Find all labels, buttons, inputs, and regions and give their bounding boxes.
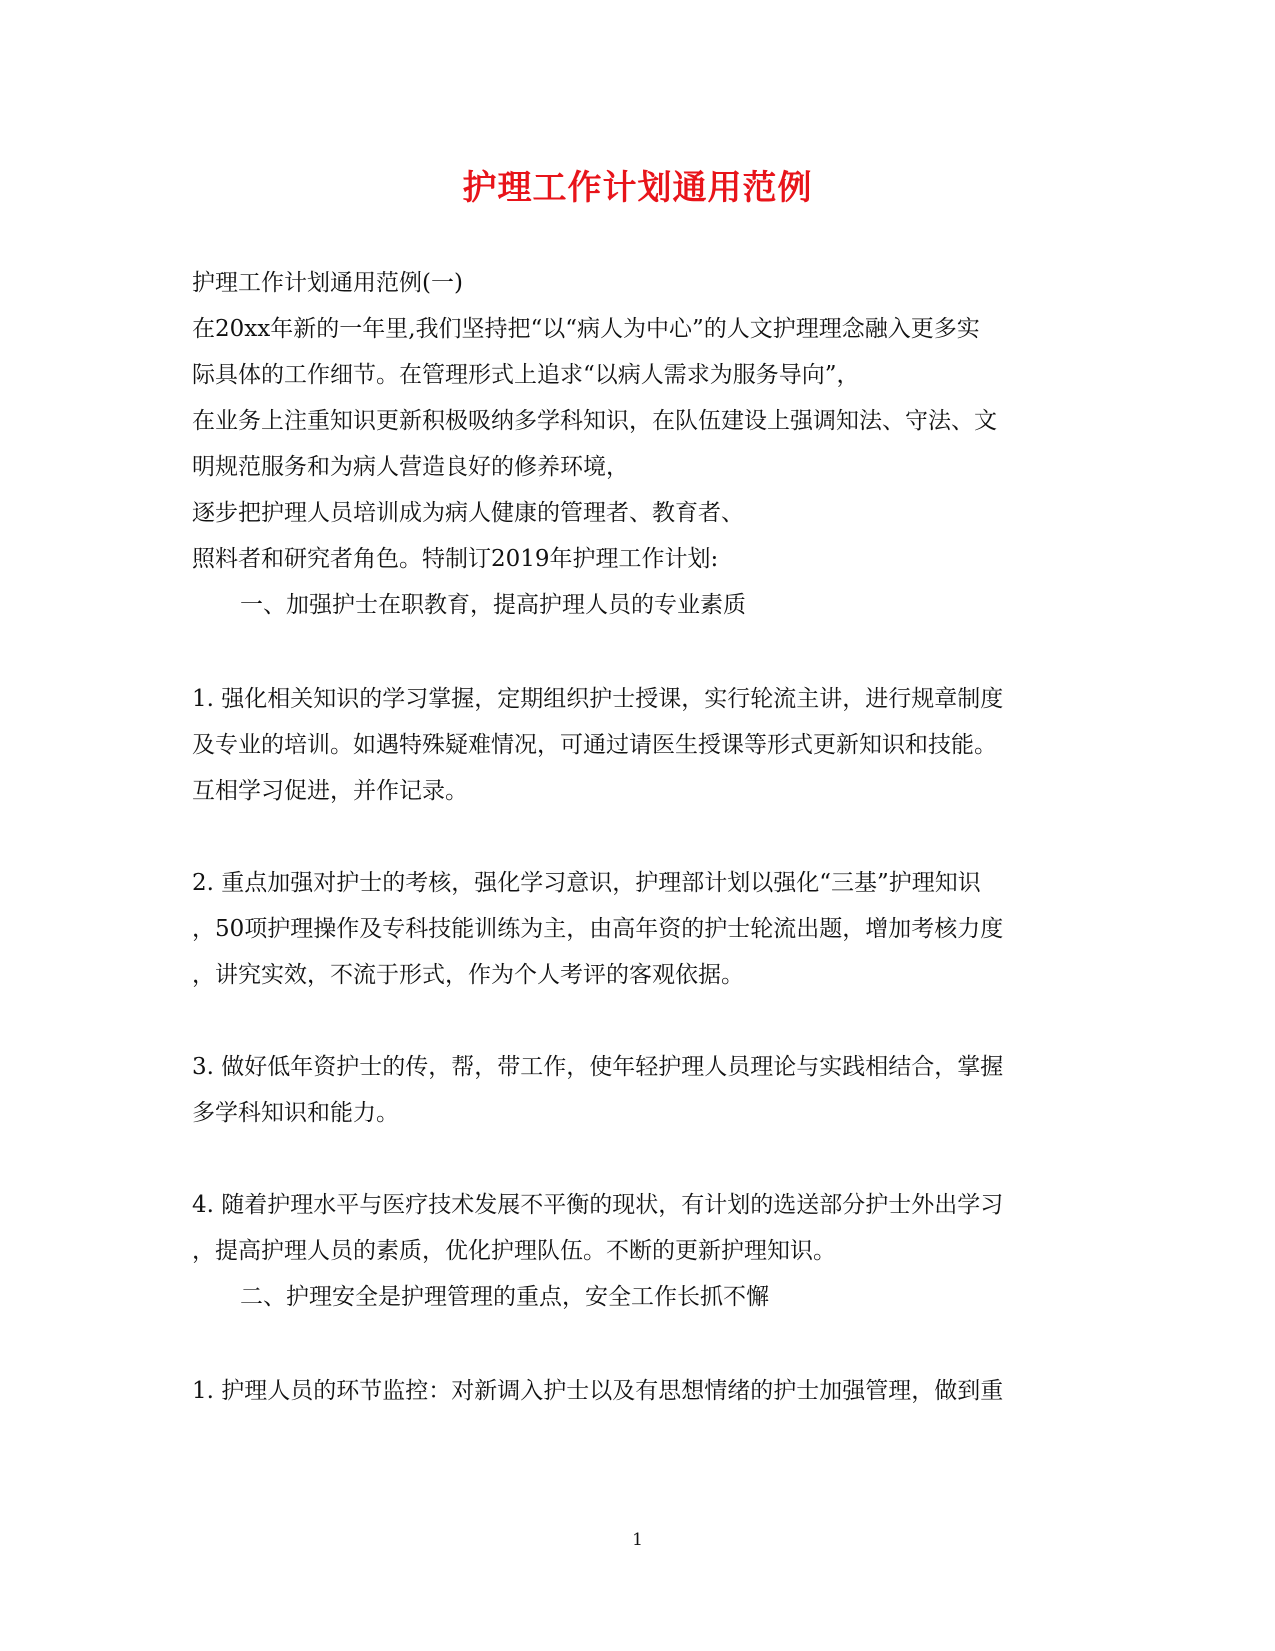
text-line: 明规范服务和为病人营造良好的修养环境， bbox=[192, 454, 629, 480]
text-line: 多学科知识和能力。 bbox=[192, 1100, 399, 1126]
text-line: 互相学习促进，并作记录。 bbox=[192, 778, 468, 804]
text-line: ，50项护理操作及专科技能训练为主，由高年资的护士轮流出题，增加考核力度 bbox=[192, 916, 1004, 942]
text-line: 在业务上注重知识更新积极吸纳多学科知识，在队伍建设上强调知法、守法、文 bbox=[192, 408, 997, 434]
text-line: 1. 强化相关知识的学习掌握，定期组织护士授课，实行轮流主讲，进行规章制度 bbox=[192, 686, 1004, 712]
text-line: 在20xx年新的一年里,我们坚持把“以“病人为中心”的人文护理理念融入更多实 bbox=[192, 316, 980, 342]
text-line: 2. 重点加强对护士的考核，强化学习意识，护理部计划以强化“三基”护理知识 bbox=[192, 870, 981, 896]
text-line: 际具体的工作细节。在管理形式上追求“以病人需求为服务导向”， bbox=[192, 362, 860, 388]
text-line: 3. 做好低年资护士的传，帮，带工作，使年轻护理人员理论与实践相结合，掌握 bbox=[192, 1054, 1004, 1080]
section-heading: 一、加强护士在职教育，提高护理人员的专业素质 bbox=[240, 592, 746, 618]
text-line: 4. 随着护理水平与医疗技术发展不平衡的现状，有计划的选送部分护士外出学习 bbox=[192, 1192, 1004, 1218]
text-line: ，讲究实效，不流于形式，作为个人考评的客观依据。 bbox=[192, 962, 744, 988]
document-title: 护理工作计划通用范例 bbox=[462, 168, 813, 208]
text-line: 逐步把护理人员培训成为病人健康的管理者、教育者、 bbox=[192, 500, 744, 526]
text-line: ，提高护理人员的素质，优化护理队伍。不断的更新护理知识。 bbox=[192, 1238, 836, 1264]
text-line: 照料者和研究者角色。特制订2019年护理工作计划: bbox=[192, 546, 719, 572]
text-line: 及专业的培训。如遇特殊疑难情况，可通过请医生授课等形式更新知识和技能。 bbox=[192, 732, 997, 758]
section-heading: 二、护理安全是护理管理的重点，安全工作长抓不懈 bbox=[240, 1284, 769, 1310]
page-number: 1 bbox=[632, 1530, 643, 1550]
subtitle-line: 护理工作计划通用范例(一) bbox=[192, 270, 463, 296]
text-line: 1. 护理人员的环节监控：对新调入护士以及有思想情绪的护士加强管理，做到重 bbox=[192, 1378, 1004, 1404]
